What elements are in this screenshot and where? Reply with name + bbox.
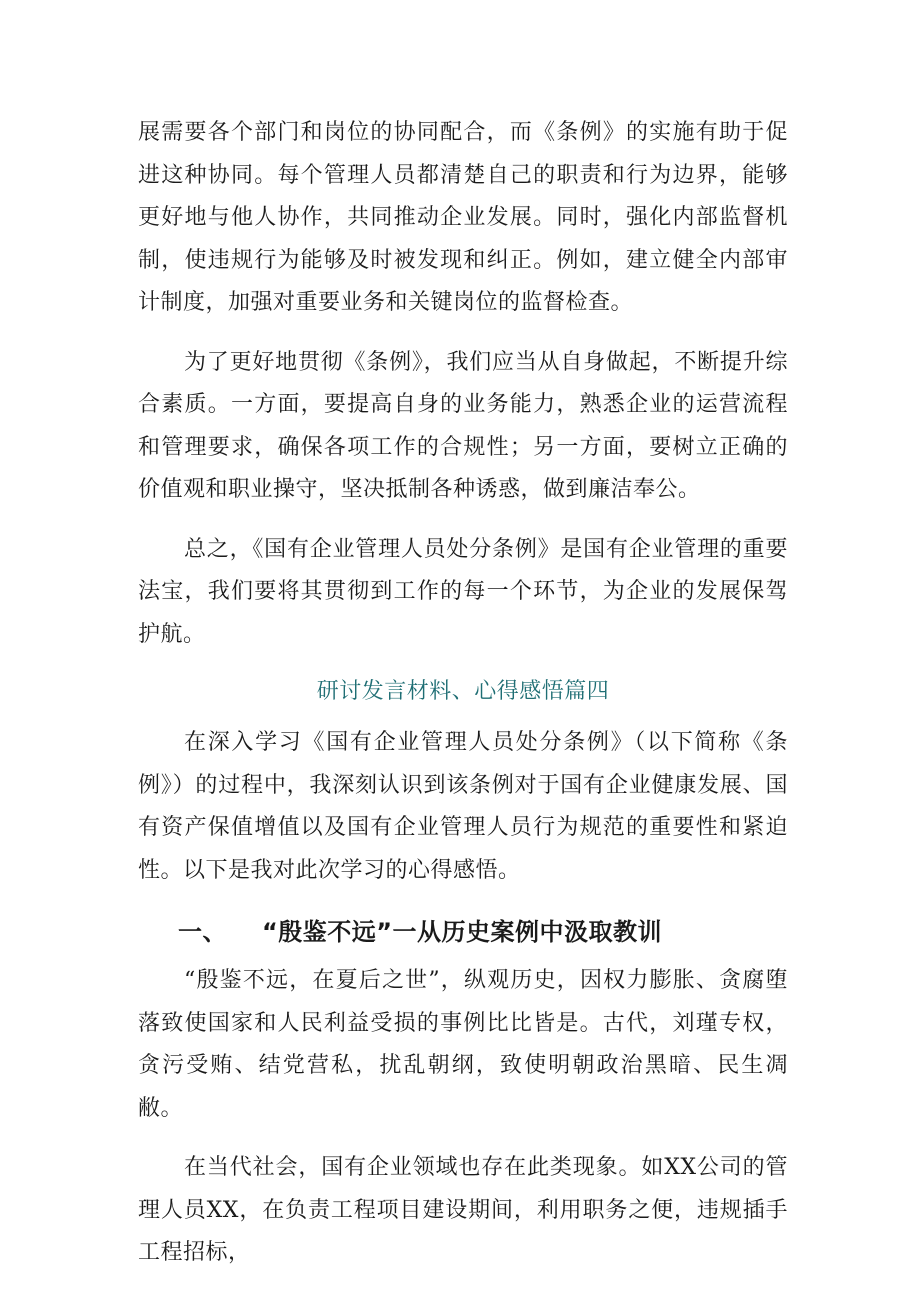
paragraph-history: “殷鉴不远，在夏后之世”，纵观历史，因权力膨胀、贪腐堕落致使国家和人民利益受损的事例比比皆是。古代，刘瑾专权，贪污受贿、结党营私，扰乱朝纲，致使明朝政治黑暗、民生凋敝。: [138, 968, 788, 1121]
paragraph-conclusion: 总之，《国有企业管理人员处分条例》是国有企业管理的重要法宝，我们要将其贯彻到工作的每一个环节，为企业的发展保驾护航。: [138, 536, 788, 647]
paragraph-implementation: 为了更好地贯彻《条例》，我们应当从自身做起，不断提升综合素质。一方面，要提高自身的业务能力，熟悉企业的运营流程和管理要求，确保各项工作的合规性；另一方面，要树立正确的价值观和职业操守，坚决抵制各种诱惑，做到廉洁奉公。: [138, 349, 788, 502]
section-heading: 研讨发言材料、心得感悟篇四: [316, 679, 610, 704]
document-page: [138, 112, 788, 1275]
paragraph-intro: 在深入学习《国有企业管理人员处分条例》（以下简称《条例》）的过程中，我深刻认识到该条例对于国有企业健康发展、国有资产保值增值以及国有企业管理人员行为规范的重要性和紧迫性。以下是我对此次学习的心得感悟。: [138, 730, 788, 883]
sub-heading-number: 一、: [178, 918, 227, 946]
paragraph-continued: 展需要各个部门和岗位的协同配合，而《条例》的实施有助于促进这种协同。每个管理人员都清楚自己的职责和行为边界，能够更好地与他人协作，共同推动企业发展。同时，强化内部监督机制，使违规行为能够及时被发现和纠正。例如，建立健全内部审计制度，加强对重要业务和关键岗位的监督检查。: [138, 120, 788, 315]
sub-heading: [138, 910, 788, 954]
sub-heading-text: “殷鉴不远”一从历史案例中汲取教训: [262, 918, 663, 946]
paragraph-modern: 在当代社会，国有企业领域也存在此类现象。如XX公司的管理人员XX，在负责工程项目建设期间，利用职务之便，违规插手工程招标，: [138, 1155, 788, 1265]
